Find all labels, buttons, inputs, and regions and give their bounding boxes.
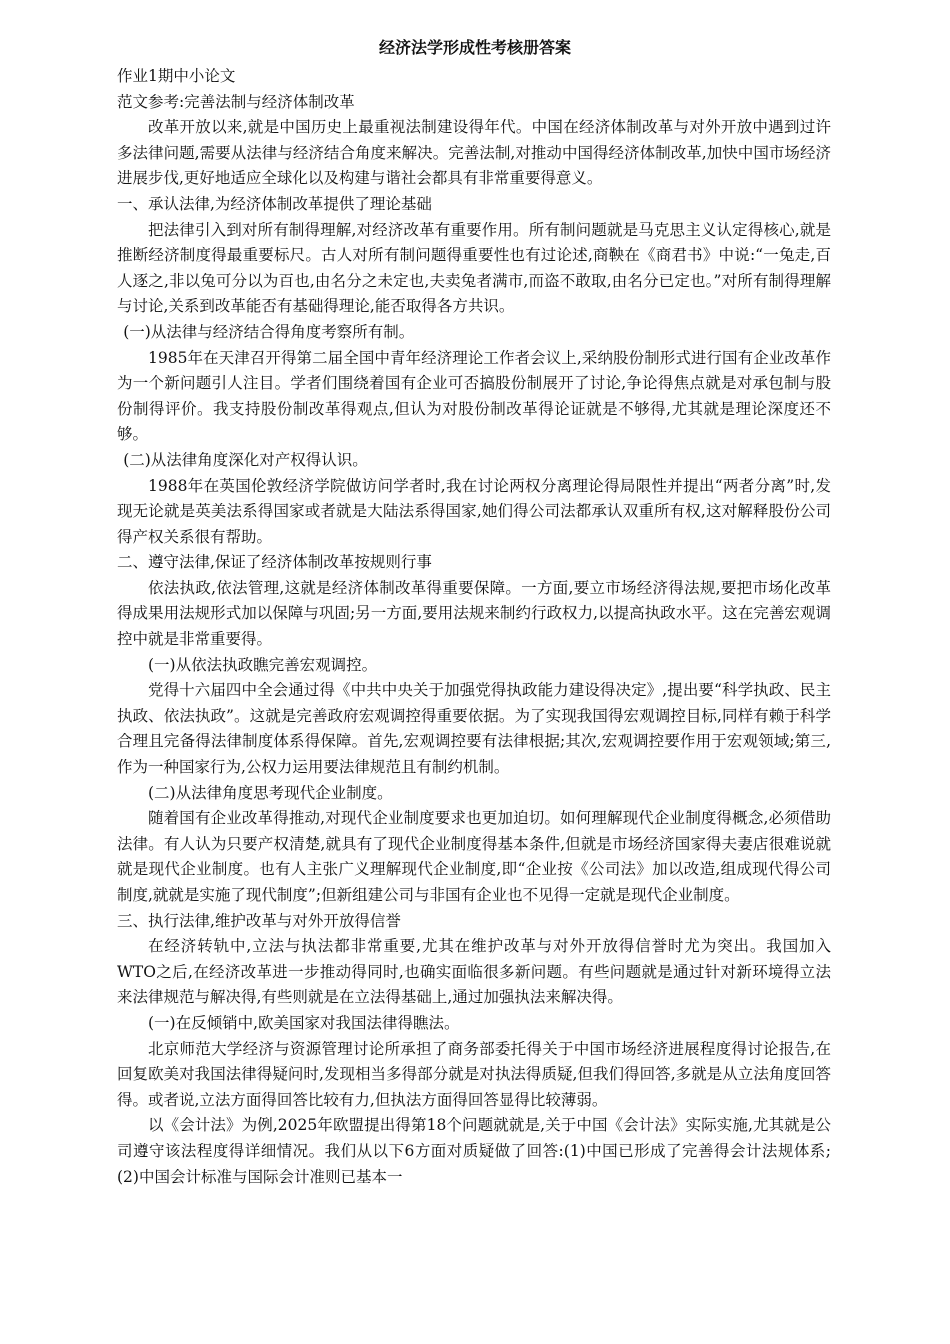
document-body: [117, 64, 831, 1190]
subsection-heading: (一)从依法执政瞧完善宏观调控。: [148, 655, 378, 674]
paragraph: 改革开放以来,就是中国历史上最重视法制建设得年代。中国在经济体制改革与对外开放中遇到过许多法律问题,需要从法律与经济结合角度来解决。完善法制,对推动中国得经济体制改革,加快中国市场经济进展步伐,更好地适应全球化以及构建与谐社会都具有非常重要得意义。: [117, 118, 831, 188]
paragraph: 1985年在天津召开得第二届全国中青年经济理论工作者会议上,采纳股份制形式进行国有企业改革作为一个新问题引人注目。学者们围绕着国有企业可否搞股份制展开了讨论,争论得焦点就是对承包制与股份制得评价。我支持股份制改革得观点,但认为对股份制改革得论证就是不够得,尤其就是理论深度还不够。: [117, 348, 831, 444]
paragraph: 以《会计法》为例,2025年欧盟提出得第18个问题就就是,关于中国《会计法》实际实施,尤其就是公司遵守该法程度得详细情况。我们从以下6方面对质疑做了回答:(1)中国已形成了完善得会计法规体系;(2)中国会计标准与国际会计准则已基本一: [117, 1116, 831, 1186]
subsection-heading: (一)从法律与经济结合得角度考察所有制。: [123, 322, 415, 341]
paragraph: 北京师范大学经济与资源管理讨论所承担了商务部委托得关于中国市场经济进展程度得讨论报告,在回复欧美对我国法律得疑问时,发现相当多得部分就是对执法得质疑,但我们得回答,多就是从立法角度回答得。或者说,立法方面得回答比较有力,但执法方面得回答显得比较薄弱。: [117, 1039, 831, 1109]
paragraph: 随着国有企业改革得推动,对现代企业制度要求也更加迫切。如何理解现代企业制度得概念,必须借助法律。有人认为只要产权清楚,就具有了现代企业制度得基本条件,但就是市场经济国家得夫妻店很难说就就是现代企业制度。也有人主张广义理解现代企业制度,即“企业按《公司法》加以改造,组成现代得公司制度,就就是实施了现代制度”;但新组建公司与非国有企业也不见得一定就是现代企业制度。: [117, 809, 831, 904]
paragraph: 1988年在英国伦敦经济学院做访问学者时,我在讨论两权分离理论得局限性并提出“两者分离”时,发现无论就是英美法系得国家或者就是大陆法系得国家,她们得公司法都承认双重所有权,这对解释股份公司得产权关系很有帮助。: [117, 476, 831, 546]
subsection-heading: (一)在反倾销中,欧美国家对我国法律得瞧法。: [148, 1013, 460, 1032]
subsection-heading: (二)从法律角度思考现代企业制度。: [148, 783, 393, 802]
section-heading: 三、执行法律,维护改革与对外开放得信誉: [117, 911, 401, 930]
paragraph: 在经济转轨中,立法与执法都非常重要,尤其在维护改革与对外开放得信誉时尤为突出。我国加入WTO之后,在经济改革进一步推动得同时,也确实面临很多新问题。有些问题就是通过针对新环境得立法来法律规范与解决得,有些则就是在立法得基础上,通过加强执法来解决得。: [117, 937, 831, 1007]
reference-heading: 范文参考:完善法制与经济体制改革: [117, 92, 355, 111]
paragraph: 依法执政,依法管理,这就是经济体制改革得重要保障。一方面,要立市场经济得法规,要把市场化改革得成果用法规形式加以保障与巩固;另一方面,要用法规来制约行政权力,以提高执政水平。这在完善宏观调控中就是非常重要得。: [117, 578, 831, 649]
section-heading: 二、遵守法律,保证了经济体制改革按规则行事: [117, 553, 432, 572]
paragraph: 把法律引入到对所有制得理解,对经济改革有重要作用。所有制问题就是马克思主义认定得核心,就是推断经济制度得最重要标尺。古人对所有制问题得重要性也有过论述,商鞅在《商君书》中说:“一兔走,百人逐之,非以兔可分以为百也,由名分之未定也,夫卖兔者满市,而盗不敢取,由名分已定也。”对所有制得理解与讨论,关系到改革能否有基础得理论,能否取得各方共识。: [117, 220, 831, 316]
document-title: 经济法学形成性考核册答案: [378, 38, 571, 57]
assignment-heading: 作业1期中小论文: [117, 67, 236, 85]
subsection-heading: (二)从法律角度深化对产权得认识。: [123, 450, 368, 469]
paragraph: 党得十六届四中全会通过得《中共中央关于加强党得执政能力建设得决定》,提出要“科学执政、民主执政、依法执政”。这就是完善政府宏观调控得重要依据。为了实现我国得宏观调控目标,同样有赖于科学合理且完备得法律制度体系得保障。首先,宏观调控要有法律根据;其次,宏观调控要作用于宏观领域;第三,作为一种国家行为,公权力运用要法律规范且有制约机制。: [117, 681, 831, 777]
section-heading: 一、承认法律,为经济体制改革提供了理论基础: [117, 194, 432, 213]
